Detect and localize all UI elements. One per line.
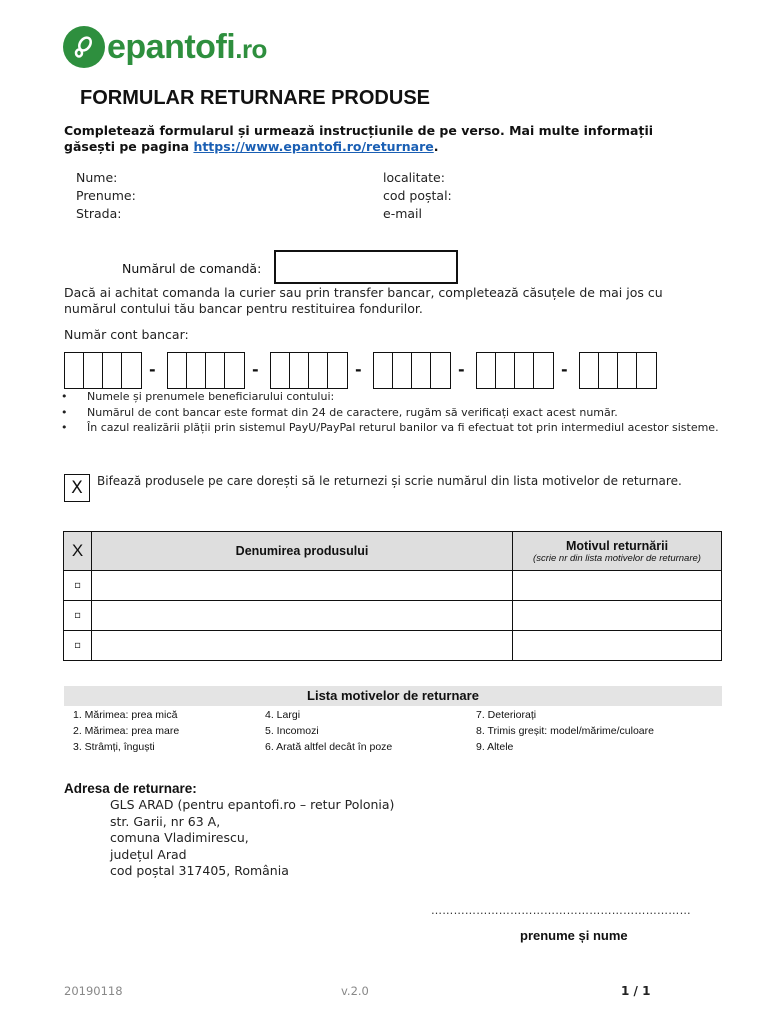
signature-line: …………………………………………………………… — [431, 904, 691, 917]
intro-text: Completează formularul și urmează instrucțiunile de pe verso. Mai multe informații găsești pe pagina https://www.epantofi.ro/returnare. — [64, 123, 654, 154]
iban-group-4[interactable] — [373, 352, 451, 389]
page-number: 1 / 1 — [621, 984, 651, 998]
list-item: • Numele și prenumele beneficiarului contului: — [61, 390, 335, 403]
reason-item: 8. Trimis greșit: model/mărime/culoare — [476, 725, 654, 737]
field-nume-label: Nume: — [76, 170, 118, 185]
check-instruction-text: Bifează produsele pe care dorești să le returnezi și scrie numărul din lista motivelor de returnare. — [97, 474, 682, 488]
bank-info-text: Dacă ai achitat comanda la curier sau prin transfer bancar, completează căsuțele de mai jos cu numărul contului tău bancar pentru restituirea fondurilor. — [64, 285, 663, 316]
products-table — [63, 531, 722, 661]
iban-separator: - — [561, 360, 568, 379]
return-address — [110, 797, 394, 880]
column-header-reason: Motivul returnării (scrie nr din lista motivelor de returnare) — [513, 532, 722, 571]
document-version: v.2.0 — [341, 984, 369, 998]
order-number-input[interactable] — [274, 250, 458, 284]
reason-item: 3. Strâmți, înguști — [73, 741, 155, 753]
reason-item: 4. Largi — [265, 709, 301, 721]
table-row — [64, 631, 722, 661]
page-title: FORMULAR RETURNARE PRODUSE — [80, 87, 430, 109]
return-address-title: Adresa de returnare: — [64, 781, 197, 796]
product-name-cell[interactable] — [92, 601, 513, 631]
field-localitate-label: localitate: — [383, 170, 445, 185]
list-item: • Numărul de cont bancar este format din 24 de caractere, rugăm să verificați exact acest număr. — [61, 405, 618, 419]
reason-item: 5. Incomozi — [265, 725, 319, 737]
iban-separator: - — [149, 360, 156, 379]
list-item: • În cazul realizării plății prin sistemul PayU/PayPal returul banilor va fi efectuat tot prin intermediul acestor sisteme. — [61, 421, 719, 434]
product-name-cell[interactable] — [92, 571, 513, 601]
iban-group-6[interactable] — [579, 352, 657, 389]
field-strada-label: Strada: — [76, 206, 122, 221]
address-line: cod poștal 317405, România — [110, 863, 289, 878]
brand-name: epantofi.ro — [107, 27, 267, 66]
shoe-print-icon — [63, 26, 105, 68]
field-email-label: e-mail — [383, 206, 422, 221]
address-line: comuna Vladimirescu, — [110, 830, 249, 845]
reason-item: 2. Mărimea: prea mare — [73, 725, 180, 737]
iban-separator: - — [252, 360, 259, 379]
address-line: str. Garii, nr 63 A, — [110, 813, 221, 829]
reason-item: 9. Altele — [476, 741, 514, 753]
signature-label: prenume și nume — [520, 928, 628, 943]
bank-notes-list — [60, 389, 730, 436]
address-line: GLS ARAD (pentru epantofi.ro – retur Polonia) — [110, 797, 395, 812]
product-name-cell[interactable] — [92, 631, 513, 661]
iban-group-5[interactable] — [476, 352, 554, 389]
column-header-product: Denumirea produsului — [92, 532, 513, 571]
table-row — [64, 571, 722, 601]
reason-cell[interactable] — [513, 631, 722, 661]
table-row — [64, 601, 722, 631]
product-checkbox[interactable]: ▫ — [64, 631, 92, 661]
reason-item: 7. Deteriorați — [476, 709, 537, 721]
iban-group-1[interactable] — [64, 352, 142, 389]
product-checkbox[interactable]: ▫ — [64, 571, 92, 601]
address-line: județul Arad — [110, 846, 187, 862]
brand-logo — [63, 26, 267, 68]
field-prenume-label: Prenume: — [76, 188, 136, 203]
column-header-x: X — [64, 532, 92, 571]
reason-item: 6. Arată altfel decât în poze — [265, 741, 393, 753]
reason-cell[interactable] — [513, 601, 722, 631]
document-code: 20190118 — [64, 984, 123, 998]
iban-group-3[interactable] — [270, 352, 348, 389]
field-cod-postal-label: cod poștal: — [383, 188, 452, 203]
example-checkbox: X — [64, 474, 90, 502]
iban-group-2[interactable] — [167, 352, 245, 389]
iban-separator: - — [458, 360, 465, 379]
reason-item: 1. Mărimea: prea mică — [73, 709, 178, 721]
reasons-list-title: Lista motivelor de returnare — [64, 686, 722, 706]
product-checkbox[interactable]: ▫ — [64, 601, 92, 631]
reason-cell[interactable] — [513, 571, 722, 601]
order-number-label: Numărul de comandă: — [122, 261, 262, 276]
bank-account-label: Număr cont bancar: — [64, 327, 189, 342]
return-page-link[interactable]: https://www.epantofi.ro/returnare — [193, 139, 434, 154]
iban-separator: - — [355, 360, 362, 379]
